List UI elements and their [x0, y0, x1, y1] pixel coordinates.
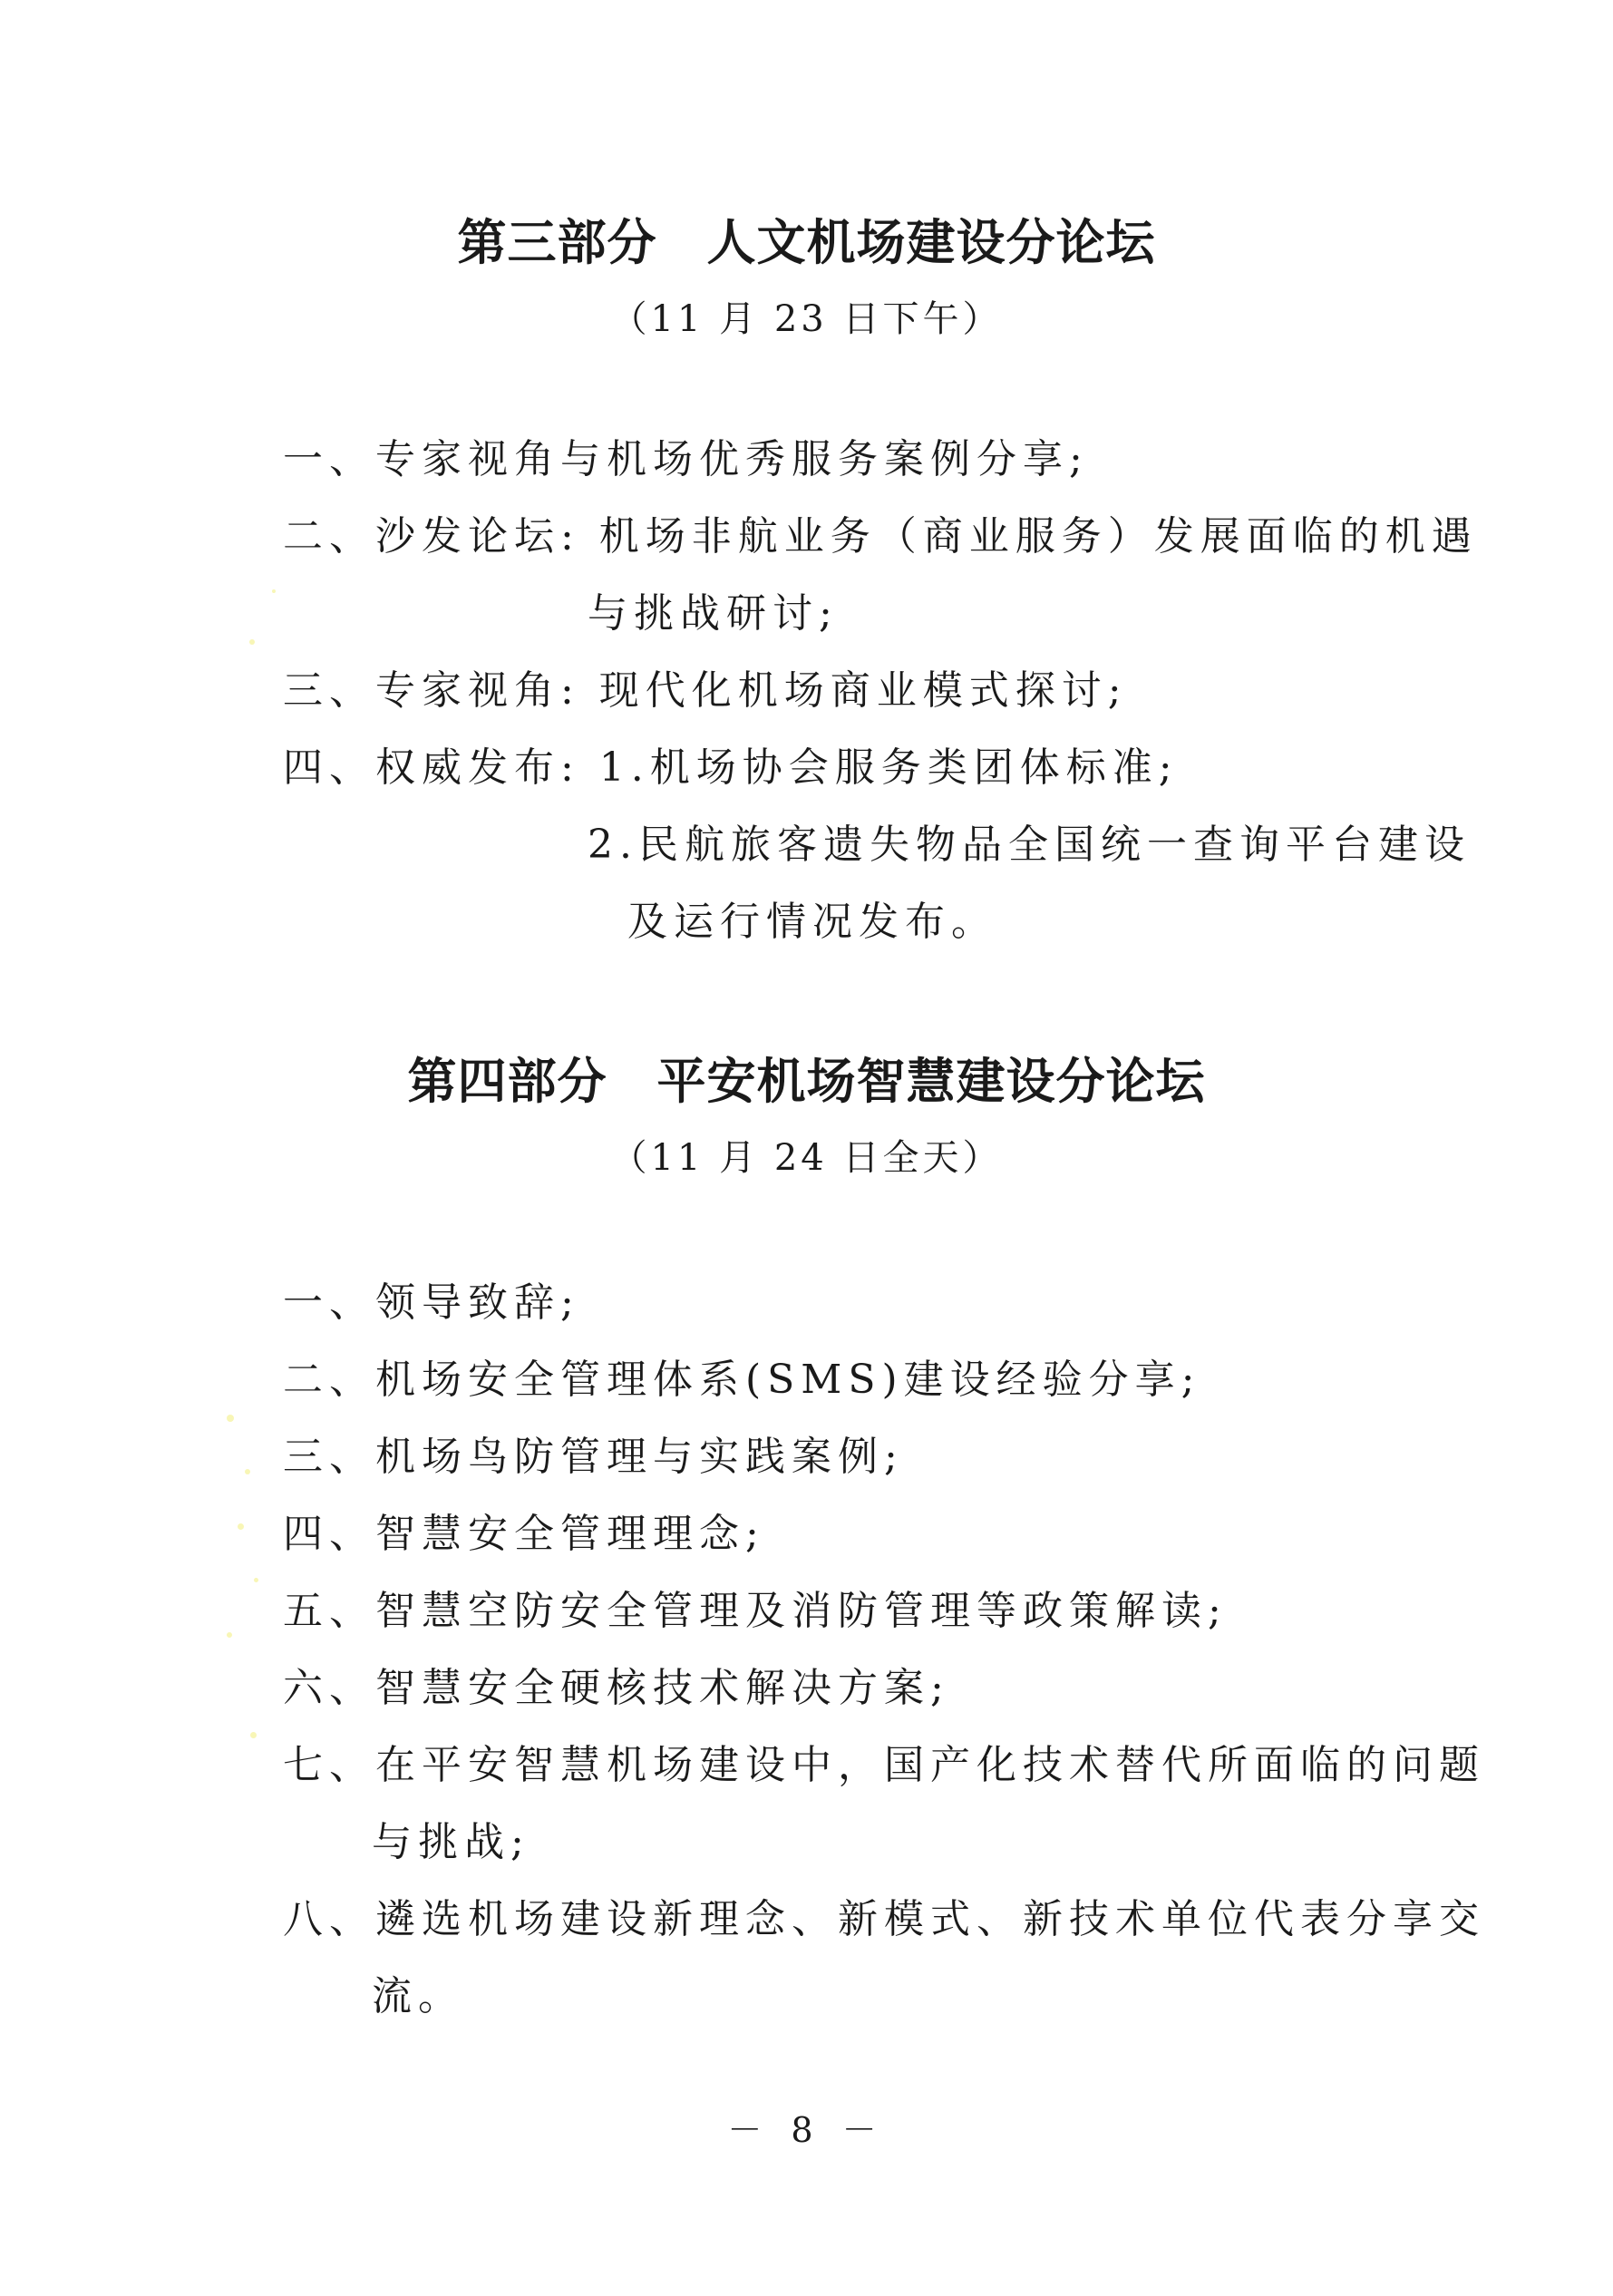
part3-item-2: 二、沙发论坛: 机场非航业务（商业服务）发展面临的机遇: [283, 513, 1478, 559]
part4-title: 第四部分 平安机场智慧建设分论坛: [407, 1053, 1206, 1110]
part3-item-2-continuation: 与挑战研讨;: [588, 590, 839, 637]
scan-speck: [227, 1415, 234, 1422]
page-number: － 8 －: [727, 2110, 886, 2150]
part4-item-5: 五、智慧空防安全管理及消防管理等政策解读;: [283, 1588, 1228, 1634]
part3-item-1: 一、专家视角与机场优秀服务案例分享;: [283, 436, 1089, 482]
part3-title: 第三部分 人文机场建设分论坛: [457, 214, 1156, 271]
part3-item-3: 三、专家视角: 现代化机场商业模式探讨;: [283, 667, 1128, 714]
part4-date: （11 月 24 日全天）: [610, 1137, 1003, 1179]
part3-item-4-sub-2: 2.民航旅客遗失物品全国统一查询平台建设: [588, 822, 1471, 868]
part3-item-4-sub-2-continuation: 及运行情况发布。: [627, 899, 997, 945]
scan-speck: [272, 589, 276, 593]
part4-item-6: 六、智慧安全硬核技术解决方案;: [283, 1665, 950, 1711]
part3-date: （11 月 23 日下午）: [610, 298, 1003, 340]
part4-item-8-continuation: 流。: [372, 1973, 464, 2019]
part3-item-4: 四、权威发布: 1.机场协会服务类团体标准;: [283, 744, 1179, 791]
scan-speck: [249, 639, 255, 645]
scan-speck: [227, 1632, 232, 1638]
part4-item-1: 一、领导致辞;: [283, 1279, 580, 1326]
part4-item-4: 四、智慧安全管理理念;: [283, 1511, 765, 1557]
scan-speck: [245, 1469, 250, 1474]
part4-item-8: 八、遴选机场建设新理念、新模式、新技术单位代表分享交: [283, 1896, 1485, 1942]
scan-speck: [250, 1732, 257, 1738]
part4-item-3: 三、机场鸟防管理与实践案例;: [283, 1434, 904, 1480]
part4-item-2: 二、机场安全管理体系(SMS)建设经验分享;: [283, 1357, 1201, 1403]
part4-item-7: 七、在平安智慧机场建设中，国产化技术替代所面临的问题: [283, 1742, 1485, 1788]
part4-item-7-continuation: 与挑战;: [372, 1819, 530, 1865]
scan-speck: [238, 1523, 244, 1530]
scan-speck: [254, 1578, 258, 1582]
